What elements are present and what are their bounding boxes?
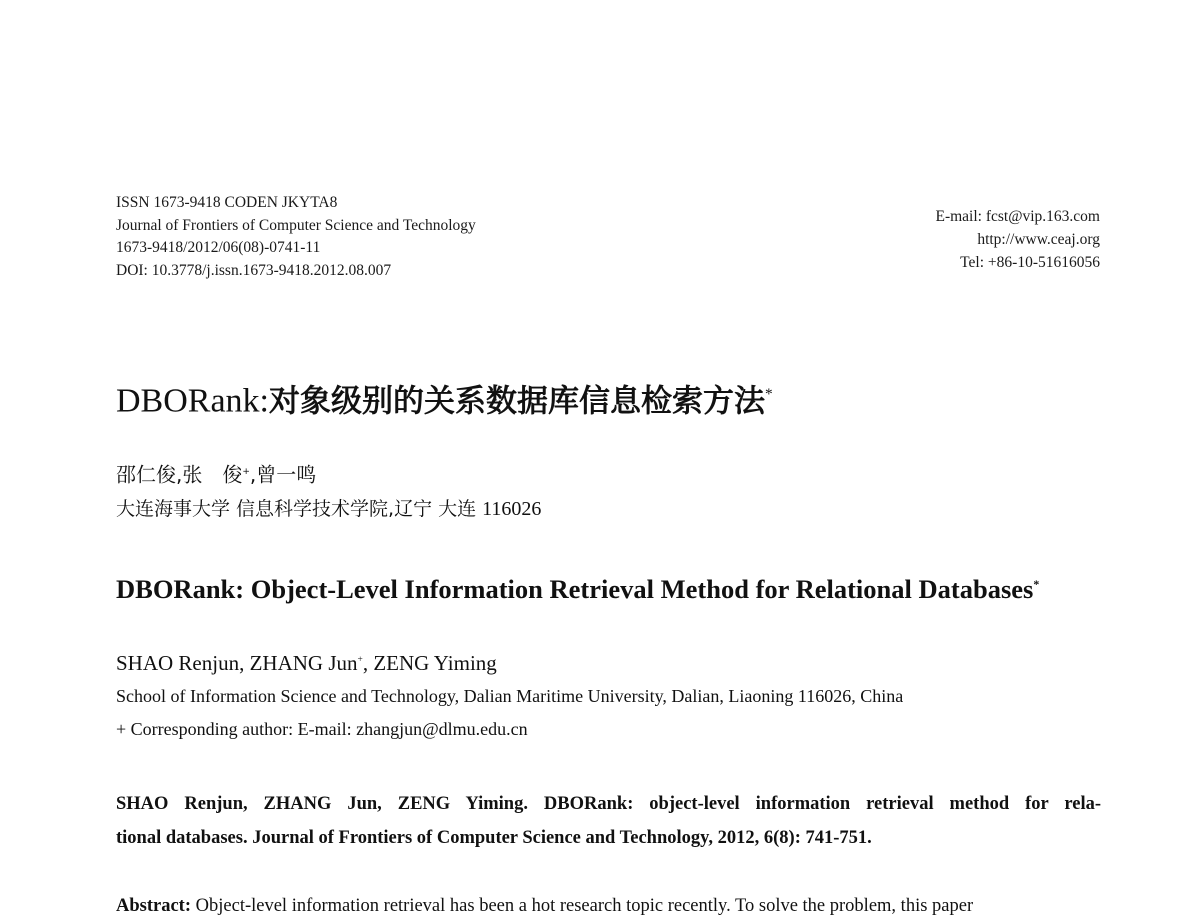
doi-line: DOI: 10.3778/j.issn.1673-9418.2012.08.007 — [116, 261, 392, 279]
chinese-author-2-mark: + — [242, 467, 250, 477]
contact-tel: Tel: +86-10-51616056 — [960, 254, 1100, 271]
journal-name: Journal of Frontiers of Computer Science and Technology — [116, 216, 476, 234]
english-title-text: DBORank: Object-Level Information Retrieval Method for Relational Databases — [116, 573, 1034, 604]
abstract-label: Abstract: — [116, 896, 192, 916]
english-authors-part2: , ZENG Yiming — [362, 651, 497, 675]
english-affiliation: School of Information Science and Technology, Dalian Maritime University, Dalian, Liaoning 116026, China — [116, 686, 904, 706]
english-authors — [116, 645, 497, 678]
chinese-authors — [116, 458, 316, 489]
chinese-title-main: 对象级别的关系数据库信息检索方法 — [269, 383, 765, 420]
chinese-title-footnote-mark: * — [765, 386, 773, 403]
english-authors-part1: SHAO Renjun, ZHANG Jun — [116, 651, 358, 675]
contact-url: http://www.ceaj.org — [977, 231, 1100, 248]
citation-line-2: tional databases. Journal of Frontiers of Computer Science and Technology, 2012, 6(8): 741-751. — [116, 828, 872, 848]
english-title-footnote-mark: * — [1033, 577, 1040, 591]
chinese-author-1: 邵仁俊, — [116, 462, 183, 487]
chinese-author-3: ,曾一鸣 — [249, 462, 317, 487]
english-author-mark: + — [357, 655, 363, 665]
abstract-text: Object-level information retrieval has been a hot research topic recently. To solve the problem, this paper — [191, 896, 974, 916]
chinese-title — [116, 372, 773, 424]
chinese-author-2: 张 俊 — [182, 462, 243, 487]
chinese-affiliation-postcode: 116026 — [482, 498, 542, 520]
issn-line: ISSN 1673-9418 CODEN JKYTA8 — [116, 194, 338, 211]
chinese-affiliation-text: 大连海事大学 信息科学技术学院,辽宁 大连 — [116, 498, 483, 520]
corresponding-author: + Corresponding author: E-mail: zhangjun@dlmu.edu.cn — [116, 719, 528, 739]
citation-block — [116, 787, 1101, 855]
journal-info-block — [116, 192, 476, 282]
citation-line-1: SHAO Renjun, ZHANG Jun, ZENG Yiming. DBORank: object-level information retrieval method for rela- — [116, 794, 1101, 814]
chinese-affiliation — [116, 495, 541, 523]
article-number: 1673-9418/2012/06(08)-0741-11 — [116, 239, 321, 256]
contact-email: E-mail: fcst@vip.163.com — [935, 208, 1100, 225]
english-title — [116, 566, 1039, 607]
chinese-title-prefix: DBORank: — [116, 382, 269, 420]
journal-contact-block — [935, 205, 1100, 274]
abstract — [116, 892, 973, 920]
